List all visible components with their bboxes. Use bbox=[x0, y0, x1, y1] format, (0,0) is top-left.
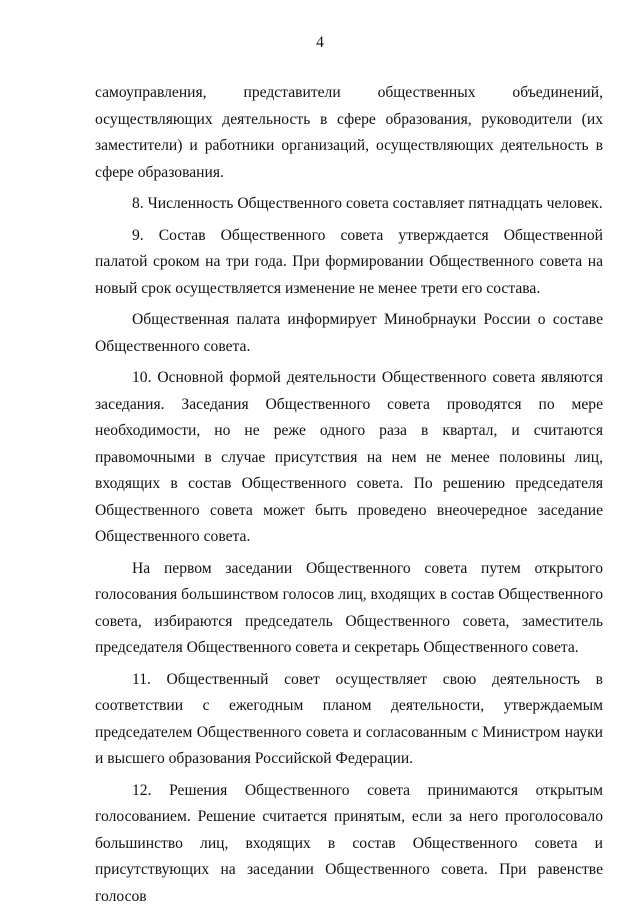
paragraph-chamber-informs: Общественная палата информирует Минобрнауки России о составе Общественного совета. bbox=[95, 307, 603, 360]
paragraph-item-11: 11. Общественный совет осуществляет свою деятельность в соответствии с ежегодным планом деятельности, утверждаемым председателем Общественного совета и согласованным с Министром науки и высшего образования Российской Федерации. bbox=[95, 667, 603, 773]
paragraph-item-12: 12. Решения Общественного совета принимаются открытым голосованием. Решение считается принятым, если за него проголосовало большинство лиц, входящих в состав Общественного совета и присутствующих на заседании Общественного совета. При равенстве голосов bbox=[95, 778, 603, 910]
paragraph-item-10: 10. Основной формой деятельности Общественного совета являются заседания. Заседания Общественного совета проводятся по мере необходимости, но не реже одного раза в квартал, и считаются правомочными в случае присутствия на нем не менее половины лиц, входящих в состав Общественного совета. По решению председателя Общественного совета может быть проведено внеочередное заседание Общественного совета. bbox=[95, 365, 603, 551]
paragraph-first-meeting: На первом заседании Общественного совета путем открытого голосования большинством голосов лиц, входящих в состав Общественного совета, избираются председатель Общественного совета, заместитель председателя Общественного совета и секретарь Общественного совета. bbox=[95, 556, 603, 662]
paragraph-continuation: самоуправления, представители общественных объединений, осуществляющих деятельность в сфере образования, руководители (их заместители) и работники организаций, осуществляющих деятельность в сфере образования. bbox=[95, 80, 603, 186]
document-body bbox=[95, 80, 603, 910]
paragraph-item-8: 8. Численность Общественного совета составляет пятнадцать человек. bbox=[95, 191, 603, 218]
page-number: 4 bbox=[0, 34, 640, 52]
paragraph-item-9: 9. Состав Общественного совета утверждается Общественной палатой сроком на три года. При формировании Общественного совета на новый срок осуществляется изменение не менее трети его состава. bbox=[95, 223, 603, 303]
